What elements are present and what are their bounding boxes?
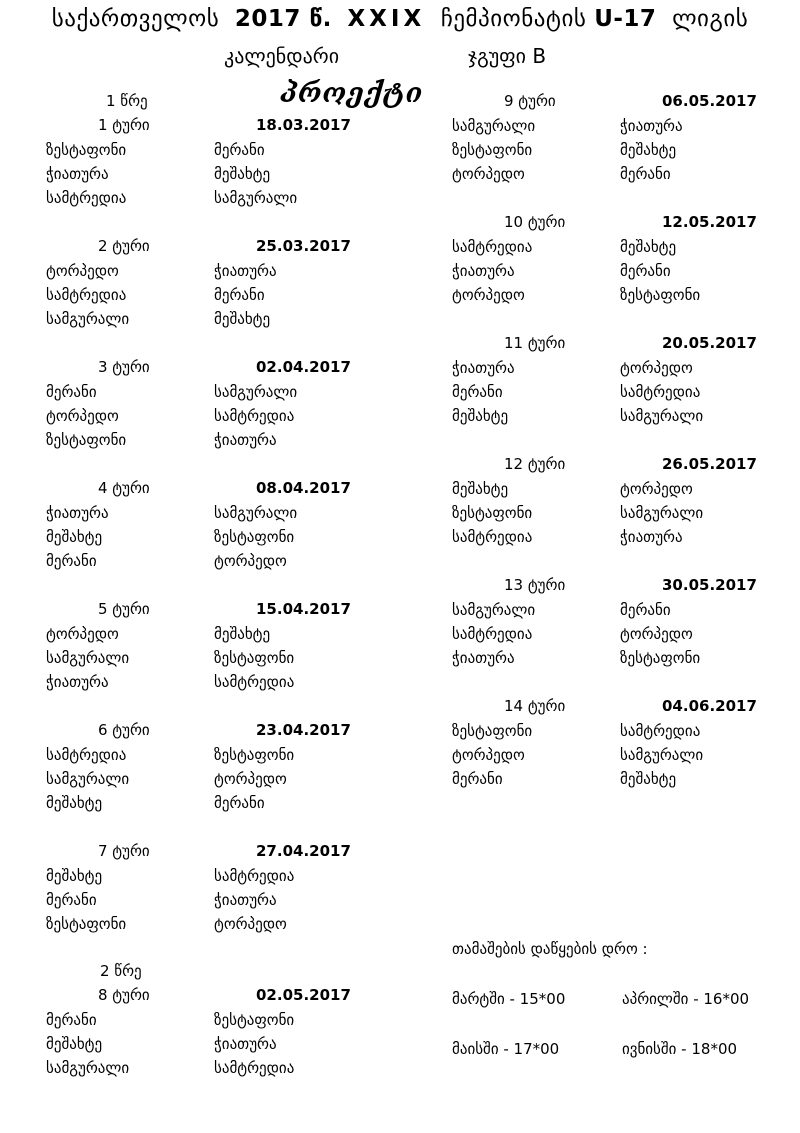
title-league: U-17 <box>594 6 657 32</box>
home-team: ზესტაფონი <box>452 141 533 159</box>
home-team: ჭიათურა <box>452 262 515 280</box>
round-name: 8 ტური <box>98 986 150 1004</box>
away-team: სამგურალი <box>214 383 298 401</box>
round-block <box>46 600 376 721</box>
round-header <box>452 213 782 238</box>
match-row <box>452 165 782 189</box>
away-team: ტორპედო <box>620 359 693 377</box>
home-team: მეშახტე <box>46 794 103 812</box>
home-team: ზესტაფონი <box>452 504 533 522</box>
round-date: 20.05.2017 <box>662 334 757 352</box>
match-row <box>46 552 376 576</box>
match-row <box>46 867 376 891</box>
match-row <box>46 189 376 213</box>
home-team: სამგურალი <box>46 310 130 328</box>
home-team: მერანი <box>46 383 97 401</box>
match-row <box>46 915 376 939</box>
round-name: 9 ტური <box>504 92 556 110</box>
away-team: მეშახტე <box>620 770 677 788</box>
circle-1-label: 1 წრე <box>106 92 148 110</box>
away-team: მეშახტე <box>620 238 677 256</box>
round-header <box>46 721 376 746</box>
match-row <box>452 770 782 794</box>
home-team: მერანი <box>452 770 503 788</box>
away-team: მერანი <box>214 141 265 159</box>
round-header <box>46 479 376 504</box>
home-team: ჭიათურა <box>46 504 109 522</box>
home-team: ზესტაფონი <box>46 915 127 933</box>
match-row <box>452 746 782 770</box>
home-team: სამტრედია <box>452 625 533 643</box>
circle-2-label: 2 წრე <box>100 962 142 980</box>
match-row <box>46 1011 376 1035</box>
round-header <box>46 986 376 1011</box>
home-team: ჭიათურა <box>46 165 109 183</box>
match-row <box>46 310 376 334</box>
home-team: სამტრედია <box>452 238 533 256</box>
round-header <box>46 237 376 262</box>
document-title <box>0 6 800 32</box>
away-team: ჭიათურა <box>214 431 277 449</box>
match-row <box>452 504 782 528</box>
away-team: მეშახტე <box>214 165 271 183</box>
round-date: 27.04.2017 <box>256 842 351 860</box>
round-block <box>46 116 376 237</box>
round-date: 23.04.2017 <box>256 721 351 739</box>
match-row <box>46 383 376 407</box>
home-team: მეშახტე <box>452 407 509 425</box>
match-row <box>46 891 376 915</box>
match-row <box>46 165 376 189</box>
match-row <box>46 746 376 770</box>
home-team: ტორპედო <box>452 286 525 304</box>
home-team: ზესტაფონი <box>46 141 127 159</box>
round-block <box>46 479 376 600</box>
away-team: სამგურალი <box>620 407 704 425</box>
away-team: მერანი <box>620 601 671 619</box>
start-time-april: აპრილში - 16*00 <box>622 990 750 1008</box>
calendar-label: კალენდარი <box>224 44 340 68</box>
round-date: 12.05.2017 <box>662 213 757 231</box>
away-team: ზესტაფონი <box>214 746 295 764</box>
away-team: მერანი <box>620 262 671 280</box>
round-name: 12 ტური <box>504 455 566 473</box>
match-row <box>46 286 376 310</box>
away-team: მერანი <box>214 286 265 304</box>
match-row <box>46 431 376 455</box>
rounds-column-left <box>46 116 376 963</box>
match-row <box>452 625 782 649</box>
away-team: სამტრედია <box>214 407 295 425</box>
round-date: 25.03.2017 <box>256 237 351 255</box>
match-row <box>46 141 376 165</box>
round-header <box>46 842 376 867</box>
home-team: ჭიათურა <box>46 673 109 691</box>
round-date: 02.04.2017 <box>256 358 351 376</box>
match-row <box>46 528 376 552</box>
round-header <box>452 92 782 117</box>
title-suffix: ლიგის <box>672 6 749 32</box>
round-name: 10 ტური <box>504 213 566 231</box>
home-team: მერანი <box>46 891 97 909</box>
round-name: 13 ტური <box>504 576 566 594</box>
away-team: სამტრედია <box>214 867 295 885</box>
home-team: ტორპედო <box>46 262 119 280</box>
match-row <box>46 262 376 286</box>
match-row <box>452 141 782 165</box>
away-team: ჭიათურა <box>214 262 277 280</box>
home-team: ჭიათურა <box>452 359 515 377</box>
home-team: მეშახტე <box>452 480 509 498</box>
away-team: მეშახტე <box>214 625 271 643</box>
round-date: 30.05.2017 <box>662 576 757 594</box>
away-team: ჭიათურა <box>214 891 277 909</box>
home-team: ზესტაფონი <box>452 722 533 740</box>
title-country: საქართველოს <box>51 6 220 32</box>
away-team: მეშახტე <box>620 141 677 159</box>
round-block <box>46 986 376 1107</box>
round-name: 2 ტური <box>98 237 150 255</box>
away-team: სამტრედია <box>620 383 701 401</box>
match-row <box>452 722 782 746</box>
away-team: სამგურალი <box>620 504 704 522</box>
round-date: 04.06.2017 <box>662 697 757 715</box>
round-header <box>452 334 782 359</box>
round-header <box>46 358 376 383</box>
start-time-june: ივნისში - 18*00 <box>622 1040 738 1058</box>
round-date: 08.04.2017 <box>256 479 351 497</box>
match-row <box>452 649 782 673</box>
round-block <box>452 92 782 213</box>
round-block <box>452 455 782 576</box>
match-row <box>46 407 376 431</box>
match-row <box>452 383 782 407</box>
home-team: სამტრედია <box>46 746 127 764</box>
match-row <box>452 117 782 141</box>
match-row <box>46 1059 376 1083</box>
group-label: ჯგუფი B <box>468 44 547 68</box>
match-row <box>452 286 782 310</box>
match-row <box>46 649 376 673</box>
round-block <box>452 213 782 334</box>
home-team: მერანი <box>46 1011 97 1029</box>
start-times-title: თამაშების დაწყების დრო : <box>452 940 648 958</box>
home-team: მერანი <box>452 383 503 401</box>
round-name: 1 ტური <box>98 116 150 134</box>
match-row <box>46 1035 376 1059</box>
start-time-march: მარტში - 15*00 <box>452 990 566 1008</box>
away-team: ზესტაფონი <box>214 649 295 667</box>
home-team: ტორპედო <box>452 165 525 183</box>
round-header <box>452 697 782 722</box>
round-name: 6 ტური <box>98 721 150 739</box>
home-team: სამგურალი <box>46 770 130 788</box>
round-name: 7 ტური <box>98 842 150 860</box>
round-block <box>452 334 782 455</box>
match-row <box>46 770 376 794</box>
round-name: 11 ტური <box>504 334 566 352</box>
title-year: 2017 წ. <box>234 6 332 32</box>
away-team: ზესტაფონი <box>620 286 701 304</box>
away-team: სამტრედია <box>214 1059 295 1077</box>
title-edition: XXIX <box>347 6 426 32</box>
match-row <box>452 238 782 262</box>
away-team: ჭიათურა <box>620 117 683 135</box>
match-row <box>46 673 376 697</box>
start-time-may: მაისში - 17*00 <box>452 1040 560 1058</box>
match-row <box>46 504 376 528</box>
away-team: სამგურალი <box>214 189 298 207</box>
round-name: 14 ტური <box>504 697 566 715</box>
away-team: ტორპედო <box>620 480 693 498</box>
round-block <box>452 576 782 697</box>
match-row <box>46 794 376 818</box>
away-team: სამტრედია <box>214 673 295 691</box>
match-row <box>452 359 782 383</box>
home-team: სამგურალი <box>46 649 130 667</box>
round-date: 18.03.2017 <box>256 116 351 134</box>
title-championship: ჩემპიონატის <box>440 6 587 32</box>
away-team: ტორპედო <box>620 625 693 643</box>
home-team: მერანი <box>46 552 97 570</box>
round-name: 5 ტური <box>98 600 150 618</box>
home-team: ზესტაფონი <box>46 431 127 449</box>
home-team: ჭიათურა <box>452 649 515 667</box>
away-team: ჭიათურა <box>620 528 683 546</box>
round-header <box>46 600 376 625</box>
round-name: 4 ტური <box>98 479 150 497</box>
home-team: მეშახტე <box>46 867 103 885</box>
round-date: 02.05.2017 <box>256 986 351 1004</box>
away-team: მერანი <box>620 165 671 183</box>
round-date: 06.05.2017 <box>662 92 757 110</box>
round-header <box>452 576 782 601</box>
home-team: სამგურალი <box>452 601 536 619</box>
away-team: სამტრედია <box>620 722 701 740</box>
match-row <box>46 625 376 649</box>
away-team: ტორპედო <box>214 770 287 788</box>
away-team: ტორპედო <box>214 552 287 570</box>
match-row <box>452 528 782 552</box>
match-row <box>452 407 782 431</box>
round-block <box>46 842 376 963</box>
home-team: ტორპედო <box>46 625 119 643</box>
home-team: სამტრედია <box>46 286 127 304</box>
home-team: მეშახტე <box>46 1035 103 1053</box>
round-date: 15.04.2017 <box>256 600 351 618</box>
round-block <box>452 697 782 818</box>
away-team: ჭიათურა <box>214 1035 277 1053</box>
home-team: სამტრედია <box>46 189 127 207</box>
match-row <box>452 480 782 504</box>
home-team: ტორპედო <box>452 746 525 764</box>
round-name: 3 ტური <box>98 358 150 376</box>
home-team: სამტრედია <box>452 528 533 546</box>
away-team: ზესტაფონი <box>214 528 295 546</box>
away-team: ზესტაფონი <box>214 1011 295 1029</box>
rounds-column-left-second <box>46 986 376 1107</box>
away-team: ტორპედო <box>214 915 287 933</box>
away-team: სამგურალი <box>214 504 298 522</box>
draft-stamp: პროექტი <box>280 78 424 109</box>
round-header <box>46 116 376 141</box>
away-team: ზესტაფონი <box>620 649 701 667</box>
rounds-column-right <box>452 92 782 818</box>
home-team: სამგურალი <box>46 1059 130 1077</box>
round-block <box>46 721 376 842</box>
home-team: ტორპედო <box>46 407 119 425</box>
round-block <box>46 237 376 358</box>
round-header <box>452 455 782 480</box>
round-date: 26.05.2017 <box>662 455 757 473</box>
match-row <box>452 262 782 286</box>
home-team: მეშახტე <box>46 528 103 546</box>
away-team: მერანი <box>214 794 265 812</box>
away-team: მეშახტე <box>214 310 271 328</box>
match-row <box>452 601 782 625</box>
away-team: სამგურალი <box>620 746 704 764</box>
round-block <box>46 358 376 479</box>
home-team: სამგურალი <box>452 117 536 135</box>
